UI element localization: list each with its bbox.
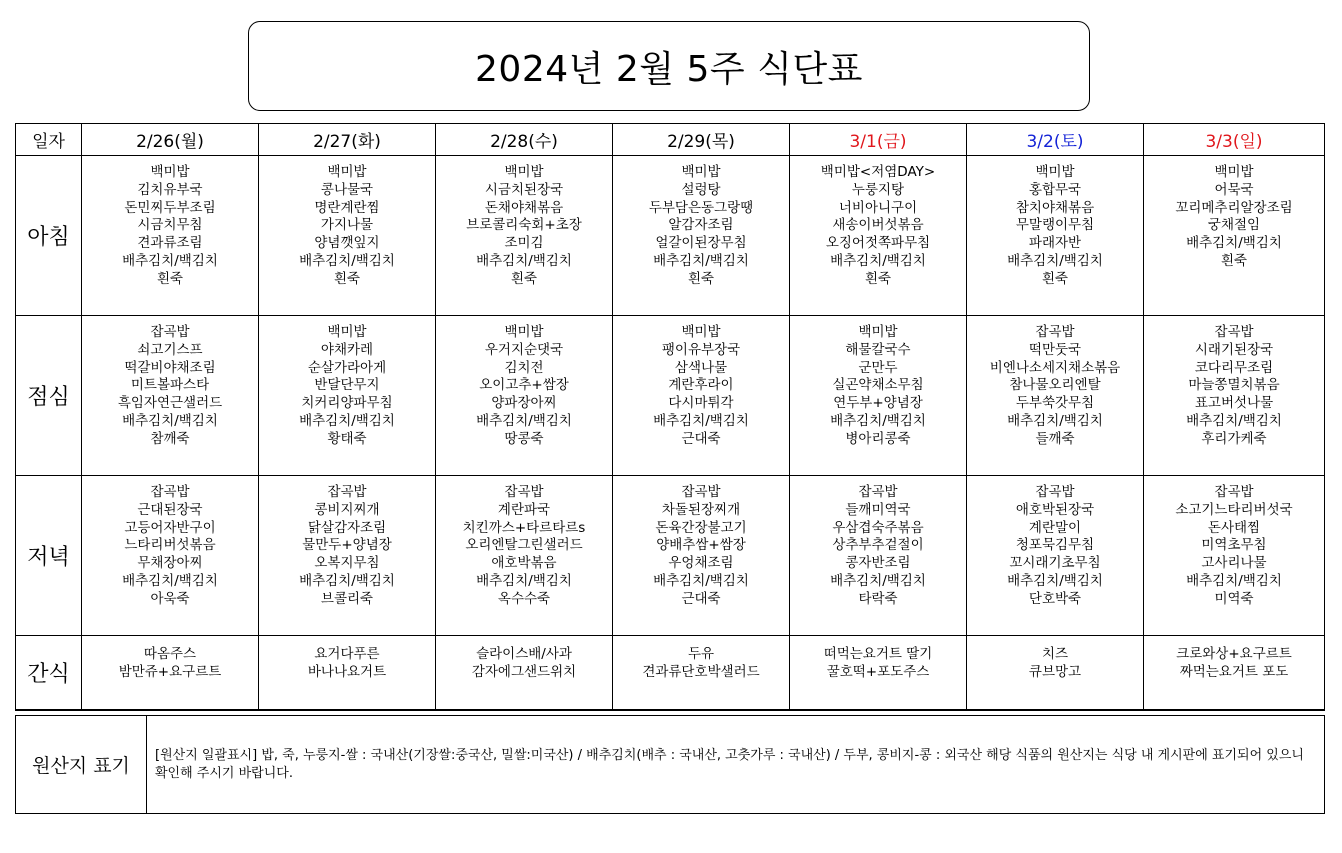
menu-item: 양파장아찌 [491, 395, 557, 412]
menu-cell [613, 316, 790, 476]
menu-table [15, 123, 1325, 711]
menu-item: 해물칼국수 [845, 341, 911, 358]
meal-label: 점심 [16, 316, 82, 476]
menu-item: 닭살감자조림 [307, 519, 387, 536]
menu-item: 돈민찌두부조림 [124, 199, 216, 216]
menu-item: 반달단무지 [314, 377, 380, 394]
menu-item: 떡만둣국 [1028, 341, 1082, 358]
menu-item: 병아리콩죽 [845, 430, 911, 447]
menu-item: 떡갈비야채조림 [124, 359, 216, 376]
menu-item: 양념깻잎지 [314, 235, 380, 252]
menu-cell [613, 476, 790, 636]
menu-item: 알감자조림 [668, 217, 734, 234]
menu-item: 단호박죽 [1028, 590, 1082, 607]
menu-item: 백미밥 [681, 324, 721, 340]
menu-item: 요거다푸른 [314, 646, 380, 662]
menu-item: 백미밥 [504, 324, 544, 340]
menu-cell [436, 636, 613, 710]
menu-item: 꼬리메추리알장조림 [1175, 199, 1293, 216]
menu-item: 배추김치/백김치 [1186, 235, 1282, 252]
menu-item: 계란후라이 [668, 377, 734, 394]
menu-item: 크로와상+요구르트 [1176, 646, 1292, 662]
menu-cell [259, 476, 436, 636]
menu-item: 어묵국 [1214, 181, 1254, 198]
menu-item: 치즈 [1041, 646, 1069, 662]
origin-label: 원산지 표기 [16, 716, 147, 814]
meal-row [16, 476, 1325, 636]
menu-item: 배추김치/백김치 [299, 252, 395, 269]
menu-item: 배추김치/백김치 [476, 412, 572, 429]
menu-item: 다시마튀각 [668, 395, 734, 412]
menu-item: 배추김치/백김치 [299, 572, 395, 589]
menu-item: 돈채야채볶음 [484, 199, 564, 216]
menu-item: 표고버섯나물 [1194, 395, 1274, 412]
menu-item: 배추김치/백김치 [830, 412, 926, 429]
menu-item: 시금치무침 [137, 217, 203, 234]
meal-label: 아침 [16, 156, 82, 316]
menu-item: 돈육간장불고기 [655, 519, 747, 536]
menu-item: 두부쑥갓무침 [1015, 395, 1095, 412]
menu-item: 시래기된장국 [1194, 341, 1274, 358]
menu-item: 가지나물 [320, 217, 374, 234]
menu-item: 흰죽 [687, 270, 715, 287]
menu-item: 바나나요거트 [307, 663, 387, 680]
menu-item: 흑임자연근샐러드 [117, 395, 223, 412]
menu-cell [82, 316, 259, 476]
menu-item: 짜먹는요거트 포도 [1179, 663, 1289, 680]
menu-cell [790, 476, 967, 636]
menu-item: 우엉채조림 [668, 555, 734, 572]
menu-item: 큐브망고 [1028, 663, 1082, 680]
menu-item: 참치야채볶음 [1015, 199, 1095, 216]
menu-item: 명란계란찜 [314, 199, 380, 216]
menu-cell [967, 476, 1144, 636]
menu-cell [967, 156, 1144, 316]
meal-label: 간식 [16, 636, 82, 710]
date-header-saturday: 3/2(토) [967, 124, 1144, 156]
menu-item: 우거지순댓국 [484, 341, 564, 358]
menu-item: 고사리나물 [1201, 555, 1267, 572]
menu-item: 청포묵김무침 [1015, 537, 1095, 554]
menu-cell [436, 316, 613, 476]
menu-item: 물만두+양념장 [302, 537, 392, 554]
menu-item: 애호박볶음 [491, 555, 557, 572]
menu-item: 양배추쌈+쌈장 [656, 537, 746, 554]
menu-item: 배추김치/백김치 [653, 412, 749, 429]
menu-item: 너비아니구이 [838, 199, 918, 216]
menu-cell [1144, 476, 1325, 636]
menu-item: 배추김치/백김치 [830, 252, 926, 269]
menu-item: 배추김치/백김치 [1007, 252, 1103, 269]
menu-item: 백미밥 [504, 164, 544, 180]
menu-item: 코다리무조림 [1194, 359, 1274, 376]
menu-item: 애호박된장국 [1015, 501, 1095, 518]
menu-item: 흰죽 [510, 270, 538, 287]
menu-item: 들깨미역국 [845, 501, 911, 518]
menu-item: 흰죽 [156, 270, 184, 287]
header-row [16, 124, 1325, 156]
menu-item: 따옴주스 [143, 646, 197, 662]
menu-cell [82, 636, 259, 710]
menu-item: 쇠고기스프 [137, 341, 203, 358]
menu-item: 오징어젓쪽파무침 [825, 235, 931, 252]
menu-item: 견과류단호박샐러드 [642, 663, 760, 680]
menu-item: 배추김치/백김치 [830, 572, 926, 589]
menu-item: 콩자반조림 [845, 555, 911, 572]
menu-cell [82, 156, 259, 316]
menu-item: 꿀호떡+포도주스 [826, 663, 930, 680]
menu-item: 백미밥 [1035, 164, 1075, 180]
menu-item: 두부담은동그랑땡 [648, 199, 754, 216]
menu-item: 황태죽 [327, 430, 367, 447]
menu-cell [613, 636, 790, 710]
menu-item: 비엔나소세지채소볶음 [989, 359, 1121, 376]
menu-item: 파래자반 [1028, 235, 1082, 252]
date-header: 2/26(월) [82, 124, 259, 156]
menu-cell [790, 156, 967, 316]
menu-cell [1144, 156, 1325, 316]
menu-item: 배추김치/백김치 [122, 572, 218, 589]
menu-item: 연두부+양념장 [833, 395, 923, 412]
menu-item: 오복지무침 [314, 555, 380, 572]
menu-cell [967, 636, 1144, 710]
menu-item: 배추김치/백김치 [1186, 572, 1282, 589]
menu-item: 브로콜리숙회+초장 [466, 217, 582, 234]
menu-item: 차돌된장찌개 [661, 501, 741, 518]
menu-item: 김치유부국 [137, 181, 203, 198]
menu-item: 팽이유부장국 [661, 341, 741, 358]
menu-item: 흰죽 [333, 270, 361, 287]
menu-item: 잡곡밥 [1035, 484, 1075, 500]
menu-item: 배추김치/백김치 [122, 252, 218, 269]
menu-item: 타락죽 [858, 590, 898, 607]
menu-item: 근대죽 [681, 430, 721, 447]
menu-item: 실곤약채소무침 [832, 377, 924, 394]
menu-item: 흰죽 [864, 270, 892, 287]
menu-item: 잡곡밥 [150, 324, 190, 340]
menu-item: 배추김치/백김치 [299, 412, 395, 429]
menu-item: 김치전 [504, 359, 544, 376]
menu-item: 슬라이스배/사과 [476, 646, 572, 662]
menu-item: 잡곡밥 [1214, 484, 1254, 500]
menu-item: 누룽지탕 [851, 181, 905, 198]
menu-item: 배추김치/백김치 [1007, 412, 1103, 429]
menu-item: 옥수수죽 [497, 590, 551, 607]
menu-cell [259, 316, 436, 476]
meal-row [16, 636, 1325, 710]
menu-item: 순살가라아게 [307, 359, 387, 376]
menu-item: 계란말이 [1028, 519, 1082, 536]
menu-item: 백미밥<저염DAY> [820, 164, 936, 180]
menu-item: 배추김치/백김치 [476, 252, 572, 269]
menu-cell [259, 156, 436, 316]
page-title: 2024년 2월 5주 식단표 [475, 48, 863, 90]
menu-item: 잡곡밥 [1214, 324, 1254, 340]
menu-item: 백미밥 [681, 164, 721, 180]
menu-item: 감자에그샌드위치 [471, 663, 577, 680]
menu-item: 홍합무국 [1028, 181, 1082, 198]
menu-item: 계란파국 [497, 501, 551, 518]
menu-cell [1144, 316, 1325, 476]
menu-item: 잡곡밥 [1035, 324, 1075, 340]
menu-item: 콩비지찌개 [314, 501, 380, 518]
menu-item: 군만두 [858, 359, 898, 376]
date-header: 2/27(화) [259, 124, 436, 156]
menu-item: 들깨죽 [1035, 430, 1075, 447]
menu-item: 무채장아찌 [137, 555, 203, 572]
menu-item: 브콜리죽 [320, 590, 374, 607]
menu-item: 백미밥 [858, 324, 898, 340]
menu-item: 궁채절임 [1207, 217, 1261, 234]
menu-item: 두유 [687, 646, 715, 662]
menu-cell [436, 156, 613, 316]
menu-item: 설렁탕 [681, 181, 721, 198]
menu-item: 조미김 [504, 235, 544, 252]
meal-row [16, 316, 1325, 476]
menu-item: 백미밥 [327, 324, 367, 340]
menu-cell [259, 636, 436, 710]
date-header-sunday: 3/3(일) [1144, 124, 1325, 156]
menu-item: 배추김치/백김치 [476, 572, 572, 589]
menu-item: 배추김치/백김치 [1007, 572, 1103, 589]
date-header-holiday: 3/1(금) [790, 124, 967, 156]
menu-item: 오이고추+쌈장 [479, 377, 569, 394]
menu-item: 잡곡밥 [681, 484, 721, 500]
menu-item: 백미밥 [150, 164, 190, 180]
menu-item: 치커리양파무침 [301, 395, 393, 412]
date-header: 2/29(목) [613, 124, 790, 156]
date-header: 2/28(수) [436, 124, 613, 156]
menu-item: 치킨까스+타르타르s [462, 519, 586, 536]
menu-item: 백미밥 [327, 164, 367, 180]
menu-item: 돈사태찜 [1207, 519, 1261, 536]
menu-item: 콩나물국 [320, 181, 374, 198]
menu-cell [967, 316, 1144, 476]
menu-item: 배추김치/백김치 [1186, 412, 1282, 429]
menu-item: 잡곡밥 [504, 484, 544, 500]
menu-item: 떠먹는요거트 딸기 [823, 646, 933, 662]
menu-item: 미역초무침 [1201, 537, 1267, 554]
menu-item: 오리엔탈그린샐러드 [465, 537, 583, 554]
menu-item: 얼갈이된장무침 [655, 235, 747, 252]
menu-item: 근대된장국 [137, 501, 203, 518]
menu-item: 잡곡밥 [150, 484, 190, 500]
menu-cell [82, 476, 259, 636]
menu-item: 흰죽 [1220, 252, 1248, 269]
origin-text: [원산지 일괄표시] 밥, 죽, 누룽지-쌀 : 국내산(기장쌀:중국산, 밀쌀:미국산) / 배추김치(배추 : 국내산, 고춧가루 : 국내산) / 두부, 콩비지-콩 : 외국산 해당 식품의 원산지는 식당 내 게시판에 표기되어 있으니 확인해 주시기 바랍니다. [147, 716, 1325, 814]
menu-item: 흰죽 [1041, 270, 1069, 287]
menu-cell [1144, 636, 1325, 710]
menu-cell [790, 636, 967, 710]
menu-item: 백미밥 [1214, 164, 1254, 180]
date-header-label: 일자 [16, 124, 82, 156]
menu-item: 마늘쫑멸치볶음 [1188, 377, 1280, 394]
menu-item: 미트볼파스타 [130, 377, 210, 394]
menu-cell [436, 476, 613, 636]
menu-item: 야채카레 [320, 341, 374, 358]
menu-item: 근대죽 [681, 590, 721, 607]
menu-item: 참나물오리엔탈 [1009, 377, 1101, 394]
menu-item: 느타리버섯볶음 [124, 537, 216, 554]
meal-label: 저녁 [16, 476, 82, 636]
menu-item: 후리가케죽 [1201, 430, 1267, 447]
menu-item: 소고기느타리버섯국 [1175, 501, 1293, 518]
menu-item: 꼬시래기초무침 [1009, 555, 1101, 572]
title-box [248, 21, 1090, 111]
menu-item: 고등어자반구이 [124, 519, 216, 536]
menu-item: 무말랭이무침 [1015, 217, 1095, 234]
menu-item: 배추김치/백김치 [653, 572, 749, 589]
menu-item: 삼색나물 [674, 359, 728, 376]
origin-table [15, 715, 1325, 814]
menu-item: 미역죽 [1214, 590, 1254, 607]
meal-row [16, 156, 1325, 316]
menu-item: 잡곡밥 [327, 484, 367, 500]
menu-item: 밤만쥬+요구르트 [118, 663, 222, 680]
menu-item: 새송이버섯볶음 [832, 217, 924, 234]
menu-item: 상추부추겉절이 [832, 537, 924, 554]
menu-item: 참깨죽 [150, 430, 190, 447]
menu-item: 잡곡밥 [858, 484, 898, 500]
menu-cell [613, 156, 790, 316]
menu-item: 아욱죽 [150, 590, 190, 607]
menu-item: 우삼겹숙주볶음 [832, 519, 924, 536]
menu-item: 배추김치/백김치 [122, 412, 218, 429]
menu-cell [790, 316, 967, 476]
menu-item: 땅콩죽 [504, 430, 544, 447]
menu-item: 배추김치/백김치 [653, 252, 749, 269]
menu-item: 견과류조림 [137, 235, 203, 252]
menu-item: 시금치된장국 [484, 181, 564, 198]
